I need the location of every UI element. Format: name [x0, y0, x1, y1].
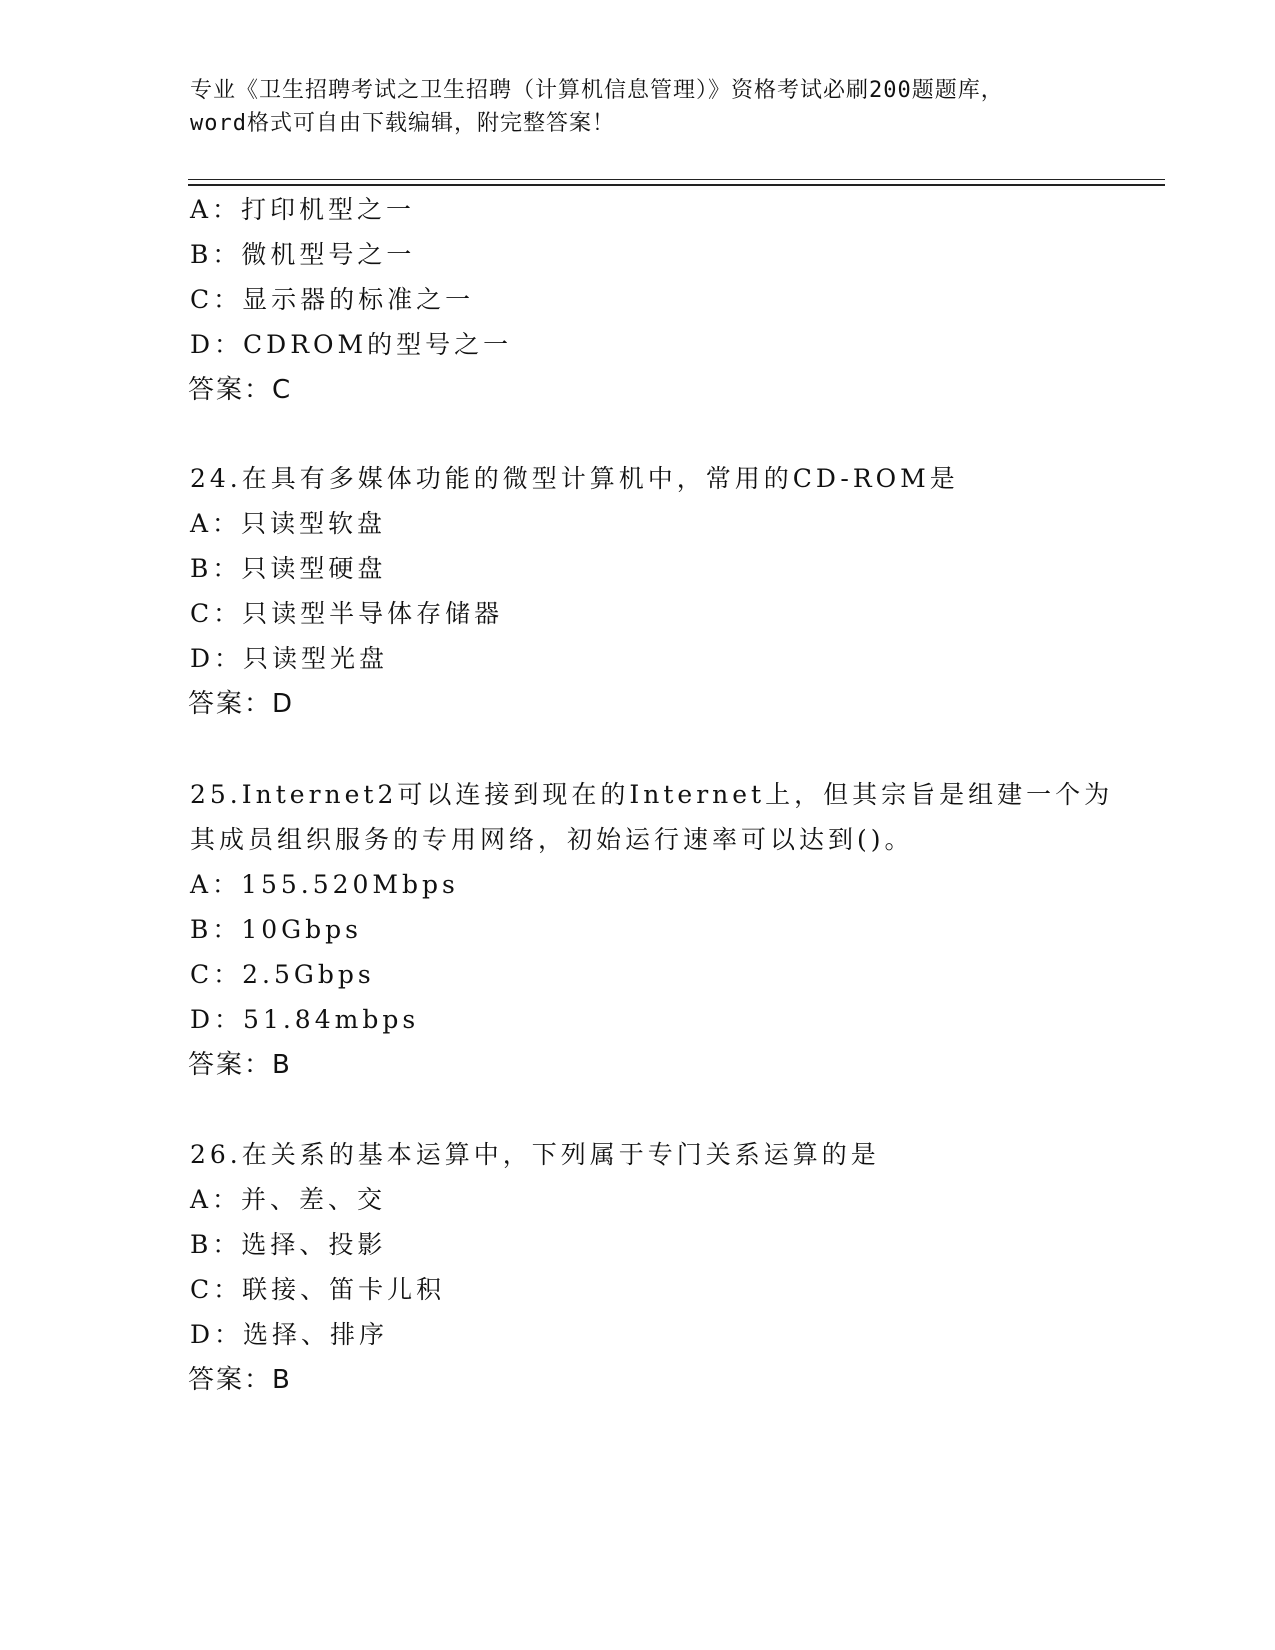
q23-option-d: D：CDROM的型号之一 — [190, 330, 513, 359]
q26-answer: 答案：B — [188, 1365, 292, 1395]
q24-question: 24.在具有多媒体功能的微型计算机中，常用的CD-ROM是 — [190, 464, 959, 493]
q24-option-d: D：只读型光盘 — [190, 644, 389, 673]
q26-option-a: A：并、差、交 — [190, 1185, 387, 1214]
q24-option-a: A：只读型软盘 — [190, 509, 387, 538]
q23-option-b: B：微机型号之一 — [190, 240, 416, 269]
q25-question-line-1: 25.Internet2可以连接到现在的Internet上，但其宗旨是组建一个为 — [190, 780, 1114, 809]
header-divider-thick — [188, 184, 1165, 186]
q23-answer: 答案：C — [188, 375, 293, 405]
q26-option-c: C：联接、笛卡儿积 — [190, 1275, 446, 1304]
q25-option-b: B：10Gbps — [190, 915, 362, 944]
q25-option-c: C：2.5Gbps — [190, 960, 375, 989]
document-header — [190, 74, 1100, 140]
q26-option-b: B：选择、投影 — [190, 1230, 387, 1259]
q25-question-line-2: 其成员组织服务的专用网络，初始运行速率可以达到()。 — [190, 825, 914, 854]
q26-question: 26.在关系的基本运算中，下列属于专门关系运算的是 — [190, 1140, 880, 1169]
header-line-2: word格式可自由下载编辑，附完整答案！ — [190, 111, 615, 136]
q23-option-c: C：显示器的标准之一 — [190, 285, 475, 314]
q24-option-b: B：只读型硬盘 — [190, 554, 387, 583]
q23-option-a: A：打印机型之一 — [190, 195, 416, 224]
q25-answer: 答案：B — [188, 1050, 292, 1080]
header-line-1: 专业《卫生招聘考试之卫生招聘（计算机信息管理）》资格考试必刷200题题库， — [190, 78, 1004, 103]
q25-option-d: D：51.84mbps — [190, 1005, 420, 1034]
q24-answer: 答案：D — [188, 689, 295, 719]
q25-option-a: A：155.520Mbps — [190, 870, 459, 899]
header-divider-thin — [188, 179, 1165, 180]
q24-option-c: C：只读型半导体存储器 — [190, 599, 504, 628]
q26-option-d: D：选择、排序 — [190, 1320, 389, 1349]
